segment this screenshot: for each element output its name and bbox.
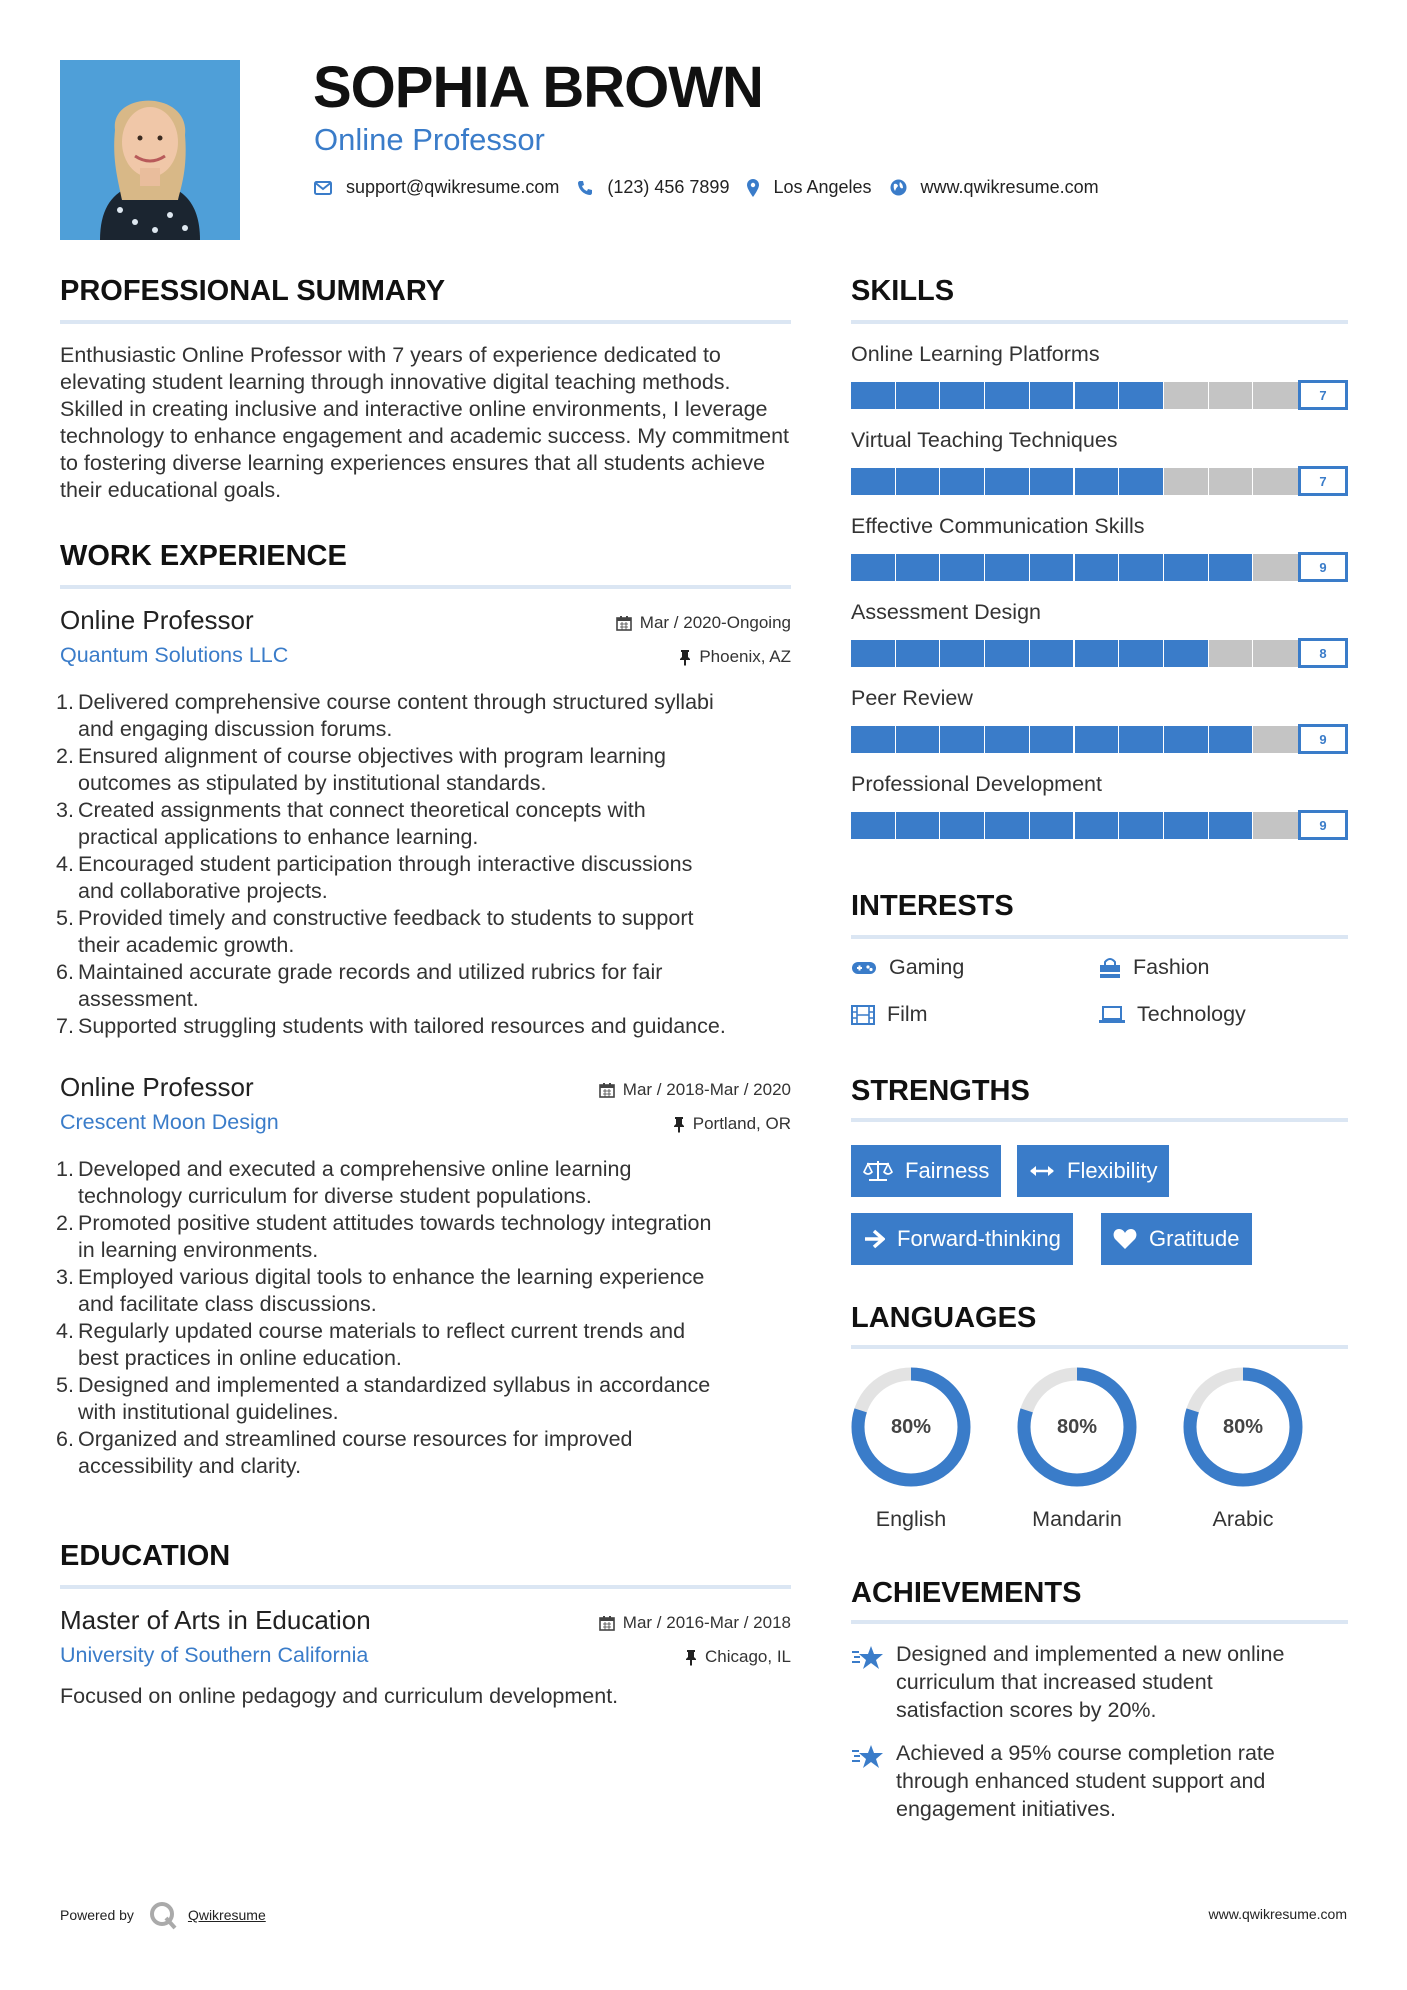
education-location (685, 1647, 791, 1667)
skill-level-badge: 7 (1298, 380, 1348, 410)
summary-text: Enthusiastic Online Professor with 7 years of experience dedicated to elevating student learning through innovative digital teaching methods. Skilled in creating inclusive and interactive online environments, I leverage technology to enhance engagement and academic success. My commitment to fostering diverse learning experiences ensures that all students achieve their educational goals. (60, 343, 790, 502)
skill-level-badge: 9 (1298, 724, 1348, 754)
language-name: Arabic (1212, 1507, 1274, 1531)
footer-website[interactable]: www.qwikresume.com (1208, 1906, 1347, 1922)
skill-segment (1119, 382, 1163, 409)
calendar-icon (599, 1615, 615, 1631)
skill-segment (1253, 812, 1298, 839)
skill-bar (851, 468, 1348, 495)
skill-label: Professional Development (851, 772, 1102, 796)
pushpin-icon (685, 1649, 697, 1666)
skill-segment (1030, 468, 1074, 495)
strengths-divider (851, 1118, 1348, 1122)
interest-label: Technology (1137, 1002, 1246, 1026)
language-percent: 80% (1056, 1415, 1098, 1438)
language-item (1181, 1365, 1305, 1531)
skill-segment (940, 382, 984, 409)
skill-segment (1119, 640, 1163, 667)
interest-label: Film (887, 1002, 928, 1026)
globe-icon (890, 179, 907, 196)
strength-chip (1101, 1213, 1252, 1265)
skill-segment (985, 468, 1029, 495)
skill-segment (1164, 812, 1208, 839)
language-percent: 80% (890, 1415, 932, 1438)
laptop-icon (1099, 1006, 1125, 1024)
languages-heading: LANGUAGES (851, 1302, 1037, 1334)
candidate-name: SOPHIA BROWN (313, 55, 763, 120)
summary-divider (60, 320, 791, 324)
skill-segment (1209, 812, 1253, 839)
skill-segment (851, 812, 895, 839)
skill-segment (1119, 726, 1163, 753)
education-date (599, 1613, 791, 1633)
skill-segment (940, 726, 984, 753)
star-icon (851, 1644, 885, 1672)
skill-bar (851, 382, 1348, 409)
achievement-item (851, 1640, 1348, 1730)
skill-segment (851, 640, 895, 667)
contact-bar (314, 177, 1117, 198)
strength-chip (1017, 1145, 1169, 1197)
skill-label: Peer Review (851, 686, 973, 710)
strength-chip (851, 1145, 1001, 1197)
powered-by-text: Powered by (60, 1907, 134, 1923)
skill-segment (1030, 382, 1074, 409)
job-date-text: Mar / 2018-Mar / 2020 (622, 1080, 791, 1099)
job-location-text: Portland, OR (692, 1114, 791, 1133)
skill-segment (896, 640, 940, 667)
skill-segment (940, 468, 984, 495)
contact-website-text: www.qwikresume.com (920, 177, 1099, 197)
skill-segment (1209, 554, 1253, 581)
language-ring (1015, 1365, 1139, 1489)
gamepad-icon (851, 960, 877, 976)
strength-label: Gratitude (1149, 1226, 1240, 1251)
achievement-text: Designed and implemented a new online curriculum that increased student satisfaction scores by 20%. (896, 1642, 1285, 1722)
list-item: 6. Maintained accurate grade records and utilized rubrics for fair assessment. (56, 960, 663, 1011)
contact-email[interactable] (314, 177, 559, 198)
strength-label: Fairness (905, 1158, 990, 1183)
job-location-text: Phoenix, AZ (699, 647, 791, 666)
skill-segment (1119, 554, 1163, 581)
achievement-item (851, 1739, 1348, 1829)
interest-gaming (851, 955, 964, 980)
skill-bar (851, 640, 1348, 667)
job-location (673, 1114, 791, 1134)
contact-location-text: Los Angeles (773, 177, 872, 197)
contact-location (747, 177, 871, 198)
language-name: Mandarin (1032, 1507, 1122, 1531)
interest-label: Gaming (889, 955, 965, 979)
skill-segment (1119, 468, 1163, 495)
qwikresume-logo-icon (148, 1900, 178, 1930)
job-date (599, 1080, 791, 1100)
list-item: 1. Delivered comprehensive course content through structured syllabi and engaging discussion forums. (56, 690, 714, 741)
achievements-heading: ACHIEVEMENTS (851, 1577, 1082, 1609)
skill-segment (1075, 726, 1119, 753)
skill-level-badge: 9 (1298, 810, 1348, 840)
interest-technology (1099, 1002, 1246, 1027)
job-role: Online Professor (60, 1072, 254, 1102)
skill-segment (1030, 640, 1074, 667)
skill-segment (1209, 468, 1253, 495)
job-duties-list (56, 1156, 791, 1480)
strength-label: Forward-thinking (897, 1226, 1061, 1251)
shopping-bag-icon (1099, 957, 1121, 979)
skill-segment (1030, 812, 1074, 839)
skill-segment (851, 468, 895, 495)
skill-segment (1164, 382, 1208, 409)
envelope-icon (314, 181, 332, 195)
contact-phone-text: (123) 456 7899 (607, 177, 730, 197)
list-item: 7. Supported struggling students with tailored resources and guidance. (56, 1014, 726, 1038)
language-name: English (875, 1507, 947, 1531)
language-ring (1181, 1365, 1305, 1489)
skill-segment (985, 812, 1029, 839)
skill-level-badge: 7 (1298, 466, 1348, 496)
strength-label: Flexibility (1067, 1158, 1158, 1183)
education-school: University of Southern California (60, 1643, 369, 1667)
summary-heading: PROFESSIONAL SUMMARY (60, 275, 446, 307)
skill-segment (896, 468, 940, 495)
job-location (679, 647, 791, 667)
film-icon (851, 1005, 875, 1025)
phone-icon (577, 180, 593, 196)
arrow-right-icon (863, 1229, 885, 1249)
star-icon (851, 1743, 885, 1771)
education-description: Focused on online pedagogy and curriculum development. (60, 1684, 619, 1708)
balance-scale-icon (863, 1159, 893, 1183)
skill-segment (1253, 468, 1298, 495)
job-role: Online Professor (60, 605, 254, 635)
skill-label: Online Learning Platforms (851, 342, 1100, 366)
education-heading: EDUCATION (60, 1540, 231, 1572)
list-item: 2. Ensured alignment of course objectives with program learning outcomes as stipulated by institutional standards. (56, 744, 666, 795)
skill-segment (896, 554, 940, 581)
skill-segment (985, 726, 1029, 753)
job-company: Quantum Solutions LLC (60, 643, 289, 667)
education-location-text: Chicago, IL (705, 1647, 791, 1666)
skill-segment (851, 554, 895, 581)
strengths-heading: STRENGTHS (851, 1075, 1030, 1107)
skill-bar (851, 812, 1348, 839)
list-item: 3. Employed various digital tools to enhance the learning experience and facilitate class discussions. (56, 1265, 705, 1316)
experience-divider (60, 585, 791, 589)
calendar-icon (599, 1082, 615, 1098)
footer-powered-by (60, 1900, 266, 1930)
skill-bar (851, 554, 1348, 581)
skill-segment (1253, 554, 1298, 581)
arrows-horizontal-icon (1029, 1164, 1055, 1178)
calendar-icon (616, 615, 632, 631)
skill-segment (851, 382, 895, 409)
brand-link[interactable]: Qwikresume (187, 1907, 266, 1923)
list-item: 1. Developed and executed a comprehensive online learning technology curriculum for diverse student populations. (56, 1157, 632, 1208)
heart-icon (1113, 1228, 1137, 1250)
list-item: 4. Encouraged student participation through interactive discussions and collaborative projects. (56, 852, 693, 903)
contact-phone[interactable] (577, 177, 729, 198)
skill-label: Virtual Teaching Techniques (851, 428, 1118, 452)
strength-chip (851, 1213, 1073, 1265)
education-date-text: Mar / 2016-Mar / 2018 (622, 1613, 791, 1632)
interests-heading: INTERESTS (851, 890, 1014, 922)
skill-segment (1075, 554, 1119, 581)
language-item (849, 1365, 973, 1531)
skill-segment (940, 640, 984, 667)
skill-segment (1164, 554, 1208, 581)
job-date-text: Mar / 2020-Ongoing (639, 613, 791, 632)
skill-segment (1253, 726, 1298, 753)
job-entry (56, 1072, 791, 1492)
skill-segment (1209, 382, 1253, 409)
achievement-text: Achieved a 95% course completion rate through enhanced student support and engagement initiatives. (896, 1741, 1275, 1821)
skill-segment (896, 812, 940, 839)
skill-segment (1209, 726, 1253, 753)
skill-segment (1075, 468, 1119, 495)
skill-segment (1030, 726, 1074, 753)
list-item: 4. Regularly updated course materials to reflect current trends and best practices in online education. (56, 1319, 686, 1370)
skill-segment (896, 382, 940, 409)
pushpin-icon (679, 649, 691, 666)
achievements-divider (851, 1620, 1348, 1624)
contact-email-text: support@qwikresume.com (346, 177, 560, 197)
languages-divider (851, 1345, 1348, 1349)
list-item: 3. Created assignments that connect theoretical concepts with practical applications to enhance learning. (56, 798, 646, 849)
job-entry (56, 605, 791, 1045)
skill-segment (985, 640, 1029, 667)
skill-level-badge: 8 (1298, 638, 1348, 668)
skill-segment (1164, 640, 1208, 667)
job-company: Crescent Moon Design (60, 1110, 279, 1134)
language-item (1015, 1365, 1139, 1531)
skill-segment (1119, 812, 1163, 839)
pushpin-icon (673, 1116, 685, 1133)
interest-label: Fashion (1133, 955, 1210, 979)
skill-segment (940, 812, 984, 839)
skill-segment (1075, 382, 1119, 409)
skill-bar (851, 726, 1348, 753)
list-item: 5. Designed and implemented a standardized syllabus in accordance with institutional guidelines. (56, 1373, 711, 1424)
skill-segment (1075, 812, 1119, 839)
list-item: 2. Promoted positive student attitudes towards technology integration in learning environments. (56, 1211, 712, 1262)
skill-segment (985, 382, 1029, 409)
skill-label: Effective Communication Skills (851, 514, 1145, 538)
skill-segment (1253, 382, 1298, 409)
skill-segment (1030, 554, 1074, 581)
profile-photo (60, 60, 240, 240)
education-degree: Master of Arts in Education (60, 1605, 371, 1635)
skill-segment (896, 726, 940, 753)
skill-segment (940, 554, 984, 581)
skill-label: Assessment Design (851, 600, 1041, 624)
map-pin-icon (747, 179, 759, 197)
skills-heading: SKILLS (851, 275, 955, 307)
skill-segment (985, 554, 1029, 581)
candidate-title: Online Professor (314, 122, 545, 157)
interest-film (851, 1002, 928, 1027)
language-ring (849, 1365, 973, 1489)
contact-website[interactable] (890, 177, 1099, 198)
skill-segment (1075, 640, 1119, 667)
education-divider (60, 1585, 791, 1589)
list-item: 6. Organized and streamlined course resources for improved accessibility and clarity. (56, 1427, 633, 1478)
interest-fashion (1099, 955, 1210, 980)
language-percent: 80% (1222, 1415, 1264, 1438)
experience-heading: WORK EXPERIENCE (60, 540, 347, 572)
skills-divider (851, 320, 1348, 324)
skill-level-badge: 9 (1298, 552, 1348, 582)
skill-segment (1164, 726, 1208, 753)
skill-segment (1253, 640, 1298, 667)
skill-segment (1209, 640, 1253, 667)
education-entry (60, 1605, 791, 1675)
job-duties-list (56, 689, 791, 1040)
list-item: 5. Provided timely and constructive feedback to students to support their academic growth. (56, 906, 694, 957)
skill-segment (1164, 468, 1208, 495)
interests-divider (851, 935, 1348, 939)
skill-segment (851, 726, 895, 753)
job-date (616, 613, 791, 633)
